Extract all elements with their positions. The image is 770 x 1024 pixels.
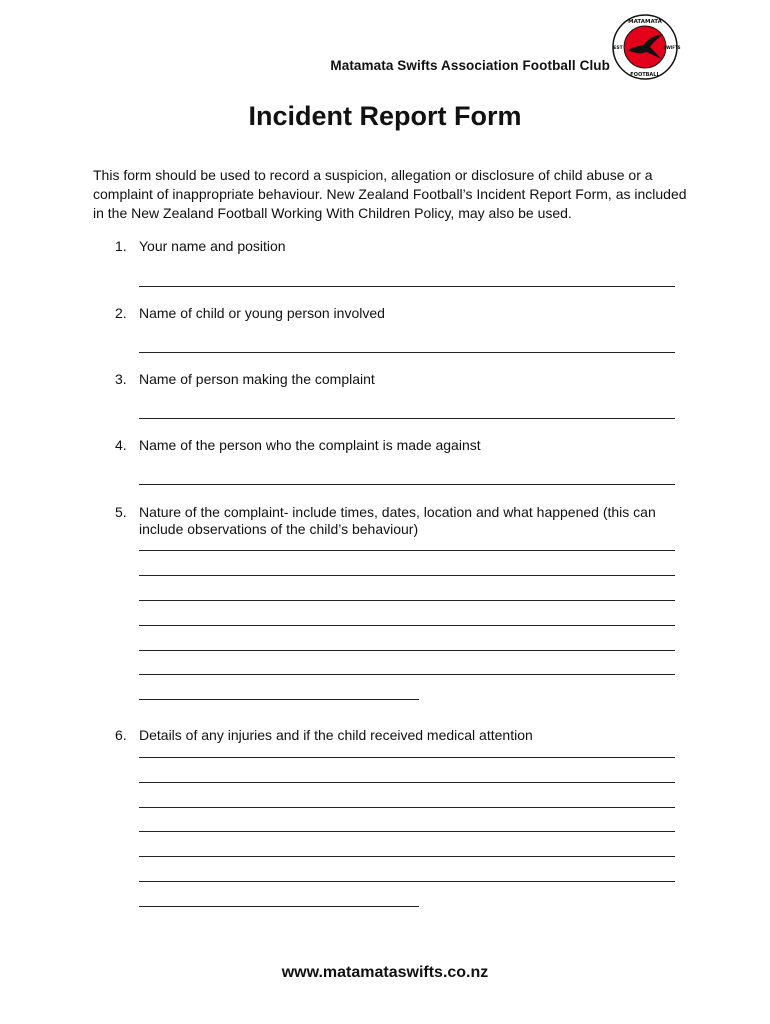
question-2 <box>115 305 675 322</box>
answer-line[interactable] <box>139 831 675 832</box>
answer-line[interactable] <box>139 625 675 626</box>
question-4 <box>115 437 675 454</box>
question-text: Nature of the complaint- include times, dates, location and what happened (this can include observations of the child’s behaviour) <box>139 504 656 537</box>
page-title: Incident Report Form <box>248 101 522 131</box>
question-number: 1. <box>115 238 127 254</box>
question-number: 4. <box>115 437 127 453</box>
answer-line[interactable] <box>139 550 675 551</box>
question-3 <box>115 371 675 388</box>
website-link[interactable]: www.matamataswifts.co.nz <box>281 964 489 981</box>
question-text: Name of person making the complaint <box>139 371 375 387</box>
answer-line[interactable] <box>139 906 419 907</box>
logo-right-text: SWIFTS <box>663 45 681 50</box>
question-1 <box>115 238 675 255</box>
answer-line[interactable] <box>139 418 675 419</box>
question-number: 6. <box>115 727 127 743</box>
club-logo <box>612 14 681 80</box>
question-number: 3. <box>115 371 127 387</box>
club-name: Matamata Swifts Association Football Club <box>330 58 610 73</box>
answer-line[interactable] <box>139 600 675 601</box>
question-number: 2. <box>115 305 127 321</box>
answer-line[interactable] <box>139 674 675 675</box>
answer-line[interactable] <box>139 757 675 758</box>
question-6 <box>115 727 675 744</box>
logo-bottom-text: FOOTBALL <box>630 72 660 78</box>
answer-line[interactable] <box>139 699 419 700</box>
logo-left-text: EST <box>613 46 623 51</box>
answer-line[interactable] <box>139 650 675 651</box>
answer-line[interactable] <box>139 782 675 783</box>
answer-line[interactable] <box>139 807 675 808</box>
answer-line[interactable] <box>139 286 675 287</box>
answer-line[interactable] <box>139 484 675 485</box>
answer-line[interactable] <box>139 881 675 882</box>
answer-line[interactable] <box>139 352 675 353</box>
question-text: Name of child or young person involved <box>139 305 385 321</box>
answer-line[interactable] <box>139 575 675 576</box>
question-text: Name of the person who the complaint is made against <box>139 437 481 453</box>
question-text: Details of any injuries and if the child received medical attention <box>139 727 533 743</box>
logo-top-text: MATAMATA <box>628 19 662 25</box>
answer-line[interactable] <box>139 856 675 857</box>
question-5 <box>115 504 675 538</box>
question-text: Your name and position <box>139 238 286 254</box>
question-number: 5. <box>115 504 127 520</box>
intro-paragraph: This form should be used to record a suspicion, allegation or disclosure of child abuse or a complaint of inappropriate behaviour. New Zealand Football’s Incident Report Form, as included in the New Zealand Football Working With Children Policy, may also be used. <box>93 167 687 221</box>
